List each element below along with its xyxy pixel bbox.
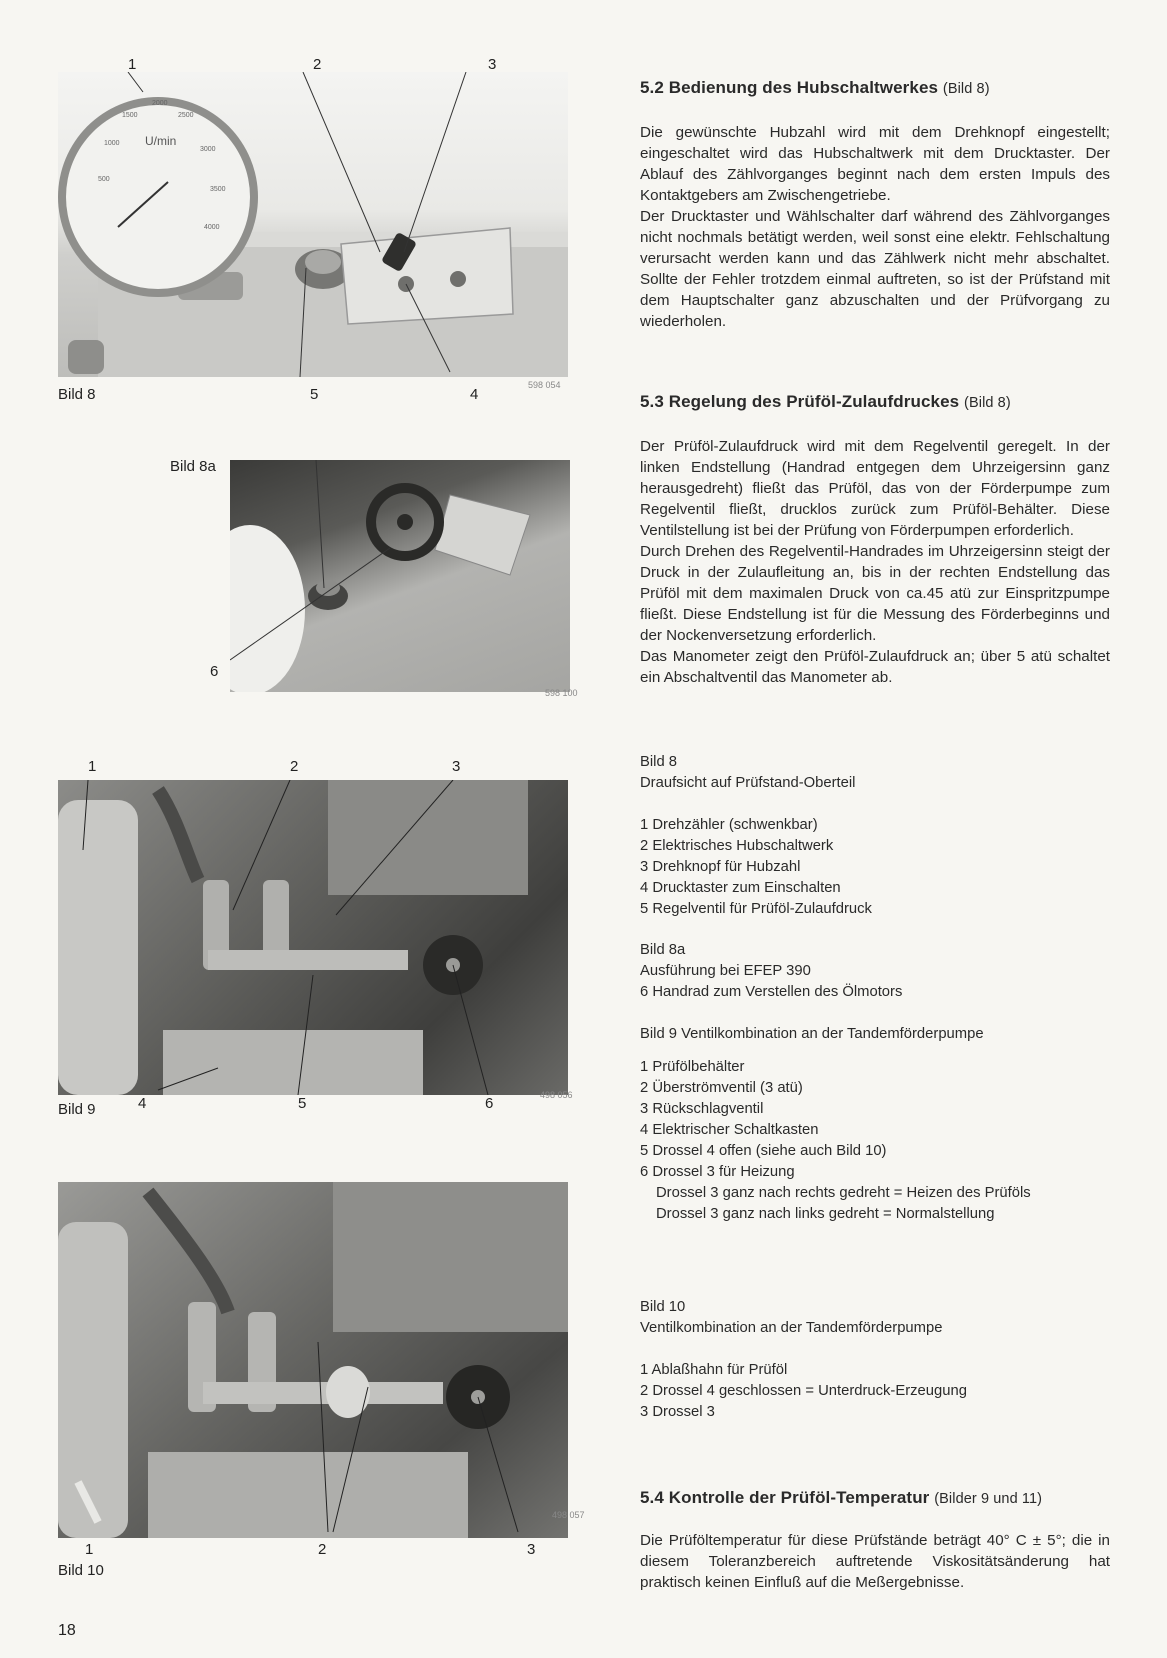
section-5-4-title-text: 5.4 Kontrolle der Prüföl-Temperatur <box>640 1488 930 1507</box>
legend-item: 4 Elektrischer Schaltkasten <box>640 1122 819 1138</box>
gauge-scale-mark: 1000 <box>104 140 120 147</box>
legend-heading: Bild 8a <box>640 942 686 958</box>
figure-label-bild10: Bild 10 <box>58 1562 104 1579</box>
gauge-scale-mark: 2000 <box>152 100 168 107</box>
page-number: 18 <box>58 1622 76 1639</box>
legend-bild9 <box>640 1024 1110 1225</box>
legend-item: 5 Drossel 4 offen (siehe auch Bild 10) <box>640 1143 887 1159</box>
legend-item: 5 Regelventil für Prüföl-Zulaufdruck <box>640 901 872 917</box>
gauge-scale-mark: 2500 <box>178 112 194 119</box>
legend-item: 3 Rückschlagventil <box>640 1101 764 1117</box>
figure-label-bild8: Bild 8 <box>58 386 96 403</box>
callout-8-4: 4 <box>470 386 479 403</box>
legend-item: 3 Drehknopf für Hubzahl <box>640 859 801 875</box>
legend-item: 1 Drehzähler (schwenkbar) <box>640 817 818 833</box>
legend-bild8a <box>640 940 1110 1003</box>
legend-item: 2 Überströmventil (3 atü) <box>640 1080 803 1096</box>
figure-stamp-bild8a: 598 100 <box>545 688 578 698</box>
section-5-3-paragraph: Der Prüföl-Zulaufdruck wird mit dem Regelventil geregelt. In der linken Endstellung (Handrad entgegen dem Uhrzeigersinn ganz herausgedreht) fließt das Prüföl, das von der Förderpumpe zum Regelventil fließt, drucklos zurück zum Prüföl-Behälter. Diese Ventilstellung ist bei der Prüfung von Förderpumpen erforderlich. <box>640 438 1110 539</box>
legend-item: 6 Drossel 3 für Heizung <box>640 1164 795 1180</box>
gauge-scale-mark: 3000 <box>200 146 216 153</box>
legend-heading: Bild 9 Ventilkombination an der Tandemförderpumpe <box>640 1026 984 1042</box>
legend-subtitle: Ventilkombination an der Tandemförderpumpe <box>640 1320 943 1336</box>
callout-10-2: 2 <box>318 1541 327 1558</box>
callout-9-3: 3 <box>452 758 461 775</box>
figure-bild10-photo <box>58 1182 568 1538</box>
section-5-2-ref: (Bild 8) <box>942 81 990 97</box>
callout-8-2: 2 <box>313 56 322 73</box>
callout-9-6: 6 <box>485 1095 494 1112</box>
legend-subtitle: Ausführung bei EFEP 390 <box>640 963 811 979</box>
section-5-4 <box>640 1488 1110 1593</box>
legend-sub-item: Drossel 3 ganz nach rechts gedreht = Heizen des Prüföls <box>656 1185 1031 1201</box>
legend-sub-item: Drossel 3 ganz nach links gedreht = Normalstellung <box>656 1206 995 1222</box>
legend-item: 2 Drossel 4 geschlossen = Unterdruck-Erzeugung <box>640 1383 967 1399</box>
legend-item: 6 Handrad zum Verstellen des Ölmotors <box>640 984 903 1000</box>
callout-8a-6: 6 <box>210 663 219 680</box>
section-5-4-ref: (Bilder 9 und 11) <box>934 1491 1043 1507</box>
figure-stamp-bild10: 498 057 <box>552 1510 585 1520</box>
section-5-3-paragraph: Das Manometer zeigt den Prüföl-Zulaufdruck an; über 5 atü schaltet ein Abschaltventil das Manometer ab. <box>640 648 1110 686</box>
callout-8-5: 5 <box>310 386 319 403</box>
legend-item: 4 Drucktaster zum Einschalten <box>640 880 841 896</box>
gauge-unit-label: U/min <box>145 134 177 148</box>
legend-item: 1 Prüfölbehälter <box>640 1059 745 1075</box>
legend-item: 2 Elektrisches Hubschaltwerk <box>640 838 834 854</box>
figure-stamp-bild9: 498 056 <box>540 1090 573 1100</box>
callout-8-3: 3 <box>488 56 497 73</box>
callout-9-2: 2 <box>290 758 299 775</box>
gauge-scale-mark: 500 <box>98 176 110 183</box>
section-5-2 <box>640 78 1110 332</box>
section-5-4-paragraph: Die Prüföltemperatur für diese Prüfstände beträgt 40° C ± 5°; die in diesem Toleranzbereich auftretende Viskositätsänderung hat praktisch keinen Einfluß auf die Meßergebnisse. <box>640 1532 1110 1591</box>
callout-9-1: 1 <box>88 758 97 775</box>
figure-bild8a-photo <box>230 460 570 692</box>
legend-bild8 <box>640 752 1110 920</box>
figure-stamp-bild8: 598 054 <box>528 380 561 390</box>
gauge-scale-mark: 3500 <box>210 186 226 193</box>
callout-10-3: 3 <box>527 1541 536 1558</box>
gauge-scale-mark: 4000 <box>204 224 220 231</box>
callout-8-1: 1 <box>128 56 137 73</box>
callout-9-4: 4 <box>138 1095 147 1112</box>
legend-item: 1 Ablaßhahn für Prüföl <box>640 1362 788 1378</box>
figure-label-bild8a: Bild 8a <box>170 458 216 475</box>
figure-label-bild9: Bild 9 <box>58 1101 96 1118</box>
callout-9-5: 5 <box>298 1095 307 1112</box>
section-5-2-title-text: 5.2 Bedienung des Hubschaltwerkes <box>640 78 939 97</box>
callout-10-1: 1 <box>85 1541 94 1558</box>
legend-bild10 <box>640 1297 1110 1423</box>
legend-subtitle: Draufsicht auf Prüfstand-Oberteil <box>640 775 856 791</box>
section-5-3-paragraph: Durch Drehen des Regelventil-Handrades im Uhrzeigersinn steigt der Druck in der Zulaufleitung an, bis in der rechten Endstellung das Prüföl mit dem maximalen Druck von ca.45 atü zur Einspritzpumpe fließt. Diese Endstellung ist für die Messung des Förderbeginns und der Nockenversetzung erforderlich. <box>640 543 1110 644</box>
legend-heading: Bild 10 <box>640 1299 686 1315</box>
legend-item: 3 Drossel 3 <box>640 1404 715 1420</box>
section-5-4-title <box>640 1488 1110 1508</box>
section-5-2-title <box>640 78 1110 98</box>
section-5-3-ref: (Bild 8) <box>964 395 1011 411</box>
section-5-3-title <box>640 392 1110 412</box>
section-5-3 <box>640 392 1110 688</box>
section-5-2-paragraph: Der Drucktaster und Wählschalter darf während des Zählvorganges nicht nochmals betätigt werden, weil sonst eine elektr. Fehlschaltung verursacht werden kann und das Zählwerk nicht mehr abschaltet. Sollte der Fehler trotzdem einmal auftreten, so ist der Prüfstand mit dem Hauptschalter ganz abzuschalten und der Prüfvorgang zu wiederholen. <box>640 208 1110 330</box>
section-5-2-paragraph: Die gewünschte Hubzahl wird mit dem Drehknopf eingestellt; eingeschaltet wird das Hubschaltwerk mit dem Drucktaster. Der Ablauf des Zählvorganges beginnt nach dem ersten Impuls des Kontaktgebers am Zwischengetriebe. <box>640 124 1110 204</box>
figure-bild9-photo <box>58 780 568 1095</box>
legend-heading: Bild 8 <box>640 754 678 770</box>
gauge-scale-mark: 1500 <box>122 112 138 119</box>
section-5-3-title-text: 5.3 Regelung des Prüföl-Zulaufdruckes <box>640 392 960 411</box>
